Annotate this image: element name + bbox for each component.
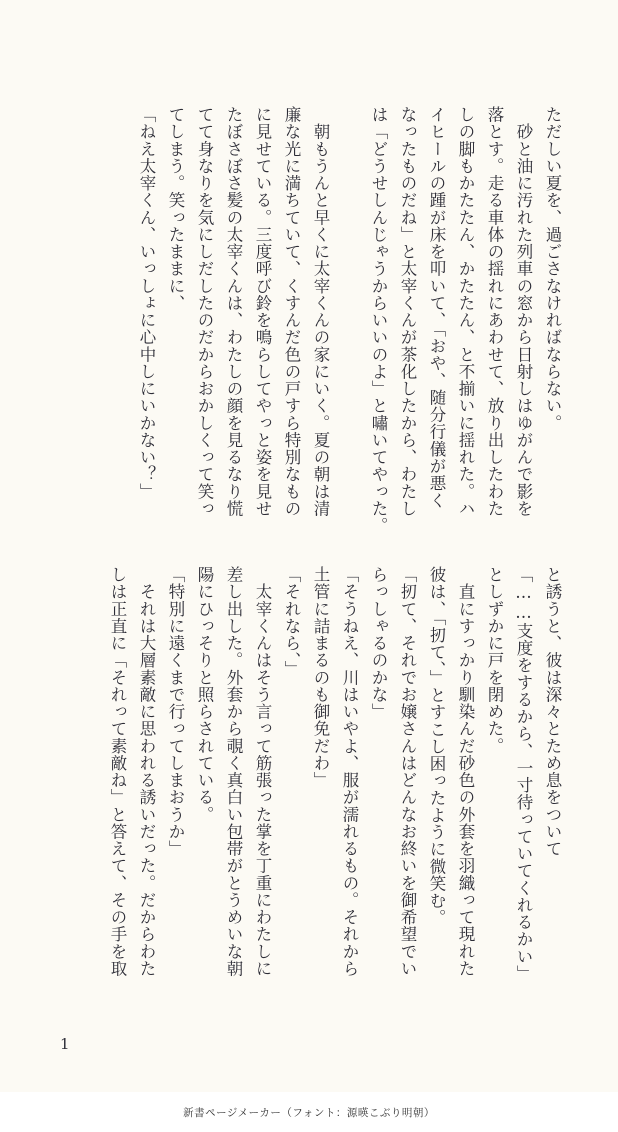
text-column: 「扨て、それでお嬢さんはどんなお終いを御希望でい bbox=[398, 566, 417, 978]
text-column: 「そうねえ、川はいやよ、服が濡れるもの。それから bbox=[340, 566, 359, 978]
text-column: 「それなら、」 bbox=[282, 566, 301, 678]
text-column: 直にすっかり馴染んだ砂色の外套を羽織って現れた bbox=[456, 566, 475, 978]
text-column: 廉な光に満ちていて、くすんだ色の戸すら特別なもの bbox=[282, 106, 301, 518]
text-column: 「ねえ太宰くん、いっしょに心中しにいかない？」 bbox=[137, 106, 156, 500]
text-column: なったものだね」と太宰くんが茶化したから、わたし bbox=[398, 106, 417, 518]
text-column: たぼさぼさ髪の太宰くんは、わたしの顔を見るなり慌 bbox=[224, 106, 243, 518]
text-column: てて身なりを気にしだしたのだからおかしくって笑っ bbox=[195, 106, 214, 518]
text-block-bottom bbox=[98, 566, 562, 982]
text-column: 陽にひっそりと照らされている。 bbox=[195, 566, 214, 823]
text-column: ただしい夏を、過ごさなければならない。 bbox=[543, 106, 562, 432]
text-column: は「どうせしんじゃうからいいのよ」と嘯いてやった。 bbox=[369, 106, 388, 535]
text-column: 砂と油に汚れた列車の窓から日射しはゆがんで影を bbox=[514, 106, 533, 518]
text-column: 太宰くんはそう言って筋張った掌を丁重にわたしに bbox=[253, 566, 272, 978]
text-column: としずかに戸を閉めた。 bbox=[485, 566, 504, 755]
text-column: 朝もうんと早くに太宰くんの家にいく。夏の朝は清 bbox=[311, 106, 330, 518]
footer-bar bbox=[0, 1092, 618, 1132]
text-column: 「特別に遠くまで行ってしまおうか」 bbox=[166, 566, 185, 858]
text-column: らっしゃるのかな」 bbox=[369, 566, 388, 721]
text-column: と誘うと、彼は深々とため息をついて bbox=[543, 566, 562, 858]
text-column: 土管に詰まるのも御免だわ」 bbox=[311, 566, 330, 789]
text-column: 「……支度をするから、一寸待っていてくれるかい」 bbox=[514, 566, 533, 983]
text-column: イヒールの踵が床を叩いて、「おや、随分行儀が悪く bbox=[427, 106, 446, 509]
text-column: しは正直に「それって素敵ね」と答えて、その手を取 bbox=[108, 566, 127, 978]
text-column: 落とす。走る車体の揺れにあわせて、放り出したわた bbox=[485, 106, 504, 518]
text-column: てしまう。笑ったままに、 bbox=[166, 106, 185, 312]
page-number: 1 bbox=[60, 1035, 70, 1053]
text-column: それは大層素敵に思われる誘いだった。だからわた bbox=[137, 566, 156, 978]
text-column: 差し出した。外套から覗く真白い包帯がとうめいな朝 bbox=[224, 566, 243, 978]
text-column: に見せている。三度呼び鈴を鳴らしてやっと姿を見せ bbox=[253, 106, 272, 518]
text-block-top bbox=[127, 106, 562, 534]
text-column: 彼は、「扨て、」とすこし困ったように微笑む。 bbox=[427, 566, 446, 927]
footer-credit: 新書ページメーカー（フォント：源暎こぶり明朝） bbox=[183, 1106, 435, 1119]
text-column: しの脚もかたたん、かたたん、と不揃いに揺れた。ハ bbox=[456, 106, 475, 518]
